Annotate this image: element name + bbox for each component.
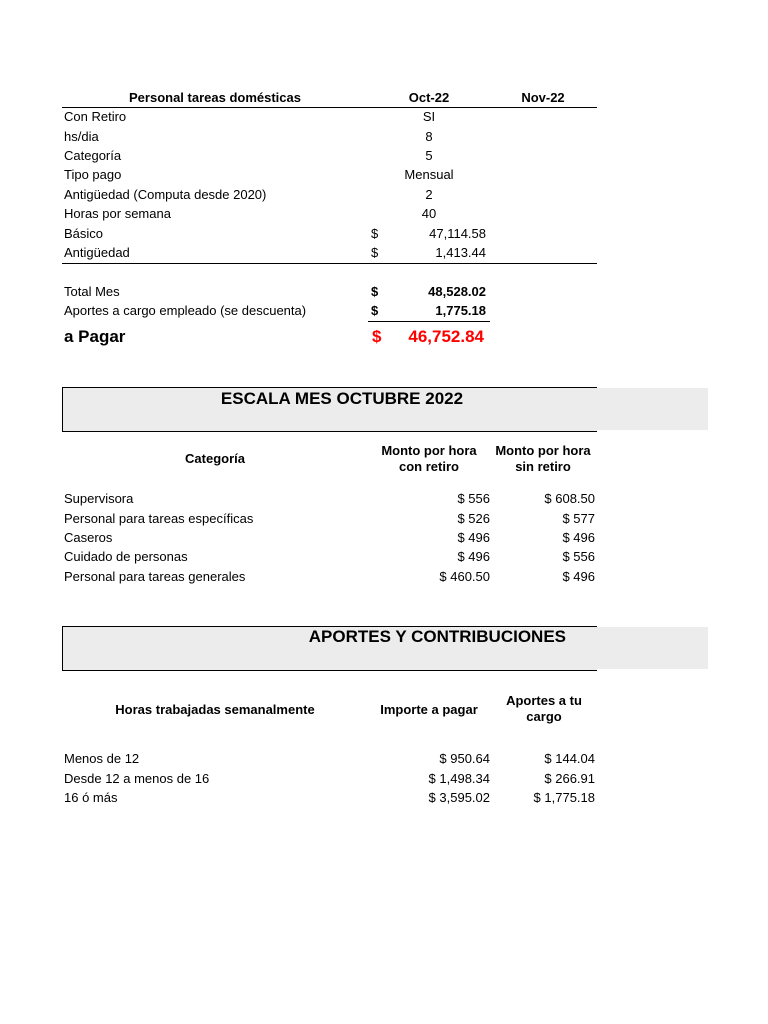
aportes-row-horas: Desde 12 a menos de 16 (64, 771, 210, 786)
calc-header-label: Personal tareas domésticas (129, 90, 301, 105)
calc-row-label: Básico (64, 226, 104, 241)
aportes-title: APORTES Y CONTRIBUCIONES (308, 627, 566, 646)
currency-symbol: $ (371, 303, 379, 318)
aportes-header-importe: Importe a pagar (380, 702, 478, 717)
a-pagar-amount: 46,752.84 (408, 327, 484, 346)
escala-row-sin-retiro: $ 608.50 (544, 491, 595, 506)
aportes-row-aportes: $ 266.91 (544, 771, 595, 786)
currency-symbol: $ (372, 327, 382, 346)
escala-row-con-retiro: $ 460.50 (439, 569, 490, 584)
aportes-row-aportes: $ 1,775.18 (533, 790, 595, 805)
aportes-underline (368, 321, 490, 322)
calc-row-label: hs/dia (64, 129, 99, 144)
escala-row-con-retiro: $ 526 (457, 511, 490, 526)
aportes-row-horas: 16 ó más (64, 790, 118, 805)
escala-row-con-retiro: $ 556 (457, 491, 490, 506)
aportes-row-importe: $ 950.64 (439, 751, 490, 766)
calc-header-nov: Nov-22 (521, 90, 565, 105)
total-mes-amount: 48,528.02 (428, 284, 486, 299)
calc-row-label: Antigüedad (64, 245, 130, 260)
calc-row-label: Horas por semana (64, 206, 171, 221)
escala-row-categoria: Personal para tareas específicas (64, 511, 254, 526)
escala-row-categoria: Personal para tareas generales (64, 569, 246, 584)
escala-header-sin-retiro: Monto por hora sin retiro (495, 443, 591, 474)
escala-row-con-retiro: $ 496 (457, 549, 490, 564)
calc-row-value: 40 (421, 206, 437, 221)
calc-row-value: 5 (425, 148, 433, 163)
escala-title (62, 389, 622, 409)
aportes-header-aportes: Aportes a tu cargo (506, 693, 582, 724)
aportes-label: Aportes a cargo empleado (se descuenta) (64, 303, 307, 318)
aportes-title-band (596, 627, 708, 669)
calc-row-label: Antigüedad (Computa desde 2020) (64, 187, 267, 202)
calc-row-amount: 47,114.58 (429, 226, 486, 241)
escala-row-categoria: Supervisora (64, 491, 134, 506)
calc-row-label: Categoría (64, 148, 122, 163)
calc-row-value: 8 (425, 129, 433, 144)
escala-row-sin-retiro: $ 496 (562, 569, 595, 584)
calc-header-underline (62, 107, 597, 108)
calc-divider (62, 263, 597, 264)
escala-header-categoria: Categoría (185, 451, 245, 466)
currency-symbol: $ (371, 284, 379, 299)
escala-row-sin-retiro: $ 496 (562, 530, 595, 545)
escala-row-sin-retiro: $ 556 (562, 549, 595, 564)
aportes-row-importe: $ 3,595.02 (428, 790, 490, 805)
a-pagar-label: a Pagar (64, 327, 126, 346)
aportes-row-importe: $ 1,498.34 (428, 771, 490, 786)
calc-header-oct: Oct-22 (408, 90, 450, 105)
aportes-amount: 1,775.18 (435, 303, 486, 318)
calc-row-label: Tipo pago (64, 167, 122, 182)
currency-symbol: $ (371, 226, 379, 241)
aportes-row-aportes: $ 144.04 (544, 751, 595, 766)
escala-row-sin-retiro: $ 577 (562, 511, 595, 526)
currency-symbol: $ (371, 245, 379, 260)
aportes-row-horas: Menos de 12 (64, 751, 140, 766)
escala-row-categoria: Caseros (64, 530, 113, 545)
aportes-header-horas: Horas trabajadas semanalmente (115, 702, 315, 717)
escala-row-con-retiro: $ 496 (457, 530, 490, 545)
calc-row-value: 2 (425, 187, 433, 202)
calc-row-amount: 1,413.44 (435, 245, 486, 260)
calc-row-value: Mensual (404, 167, 454, 182)
calc-row-value: SI (422, 109, 436, 124)
escala-title-text: ESCALA MES OCTUBRE 2022 (220, 389, 464, 408)
calc-row-label: Con Retiro (64, 109, 127, 124)
total-mes-label: Total Mes (64, 284, 120, 299)
escala-row-categoria: Cuidado de personas (64, 549, 188, 564)
escala-header-con-retiro: Monto por hora con retiro (381, 443, 477, 474)
